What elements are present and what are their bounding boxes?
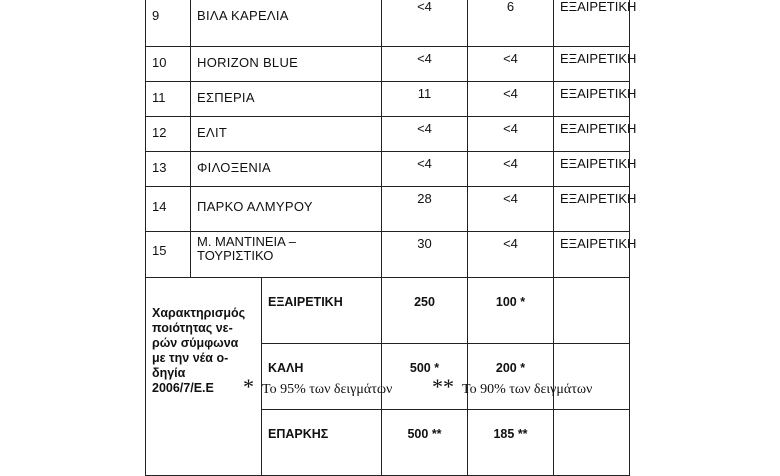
table-row — [146, 187, 630, 232]
value-1: <4 — [382, 47, 468, 82]
location-name — [191, 232, 382, 278]
footnote-marker: ** — [432, 374, 454, 399]
value-2: <4 — [468, 47, 554, 82]
row-number: 9 — [146, 0, 191, 47]
value-2: <4 — [468, 152, 554, 187]
table-row — [146, 152, 630, 187]
value-2: <4 — [468, 232, 554, 278]
location-name-line: Μ. ΜΑΝΤΙΝΕΙΑ – — [197, 234, 296, 249]
quality-rating: ΕΞΑΙΡΕΤΙΚΗ — [554, 0, 630, 47]
value-1: <4 — [382, 0, 468, 47]
table-row — [146, 0, 630, 47]
footnote-text: Το 90% των δειγμάτων — [462, 382, 593, 397]
quality-rating: ΕΞΑΙΡΕΤΙΚΗ — [554, 152, 630, 187]
table-row — [146, 232, 630, 278]
row-number: 14 — [146, 187, 191, 232]
row-number: 13 — [146, 152, 191, 187]
standard-quality: ΕΞΑΙΡΕΤΙΚΗ — [262, 278, 382, 344]
standards-label-line: δηγία — [152, 366, 186, 380]
standard-value-2: 200 * — [468, 344, 554, 410]
standard-quality: ΚΑΛΗ — [262, 344, 382, 410]
standard-value-1: 500 ** — [382, 410, 468, 476]
standard-value-2: 100 * — [468, 278, 554, 344]
value-1: <4 — [382, 152, 468, 187]
quality-rating: ΕΞΑΙΡΕΤΙΚΗ — [554, 117, 630, 152]
standard-value-1: 250 — [382, 278, 468, 344]
value-2: <4 — [468, 117, 554, 152]
location-name: ΕΛΙΤ — [191, 117, 382, 152]
value-2: <4 — [468, 187, 554, 232]
table-row — [146, 117, 630, 152]
row-number: 10 — [146, 47, 191, 82]
value-2: 6 — [468, 0, 554, 47]
quality-rating: ΕΞΑΙΡΕΤΙΚΗ — [554, 82, 630, 117]
location-name: ΦΙΛΟΞΕΝΙΑ — [191, 152, 382, 187]
table-row — [146, 82, 630, 117]
standards-label-line: Χαρακτηρισμός — [152, 306, 246, 320]
location-name: ΠΑΡΚΟ ΑΛΜΥΡΟΥ — [191, 187, 382, 232]
empty-cell — [554, 410, 630, 476]
value-1: 28 — [382, 187, 468, 232]
row-number: 12 — [146, 117, 191, 152]
empty-cell — [554, 278, 630, 344]
quality-rating: ΕΞΑΙΡΕΤΙΚΗ — [554, 47, 630, 82]
row-number: 15 — [146, 232, 191, 278]
standards-label-line: ποιότητας νε- — [152, 321, 233, 335]
footnotes — [0, 374, 780, 410]
standards-label-line: με την νέα ο- — [152, 351, 229, 365]
location-name: HORIZON BLUE — [191, 47, 382, 82]
value-1: <4 — [382, 117, 468, 152]
quality-rating: ΕΞΑΙΡΕΤΙΚΗ — [554, 187, 630, 232]
value-1: 11 — [382, 82, 468, 117]
location-name-line: ΤΟΥΡΙΣΤΙΚΟ — [197, 248, 274, 263]
quality-rating: ΕΞΑΙΡΕΤΙΚΗ — [554, 232, 630, 278]
footnote-marker: * — [243, 374, 254, 399]
value-1: 30 — [382, 232, 468, 278]
table-row — [146, 47, 630, 82]
row-number: 11 — [146, 82, 191, 117]
standards-row — [146, 278, 630, 344]
standards-label-line: ρών σύμφωνα — [152, 336, 239, 350]
location-name: ΕΣΠΕΡΙΑ — [191, 82, 382, 117]
standard-quality: ΕΠΑΡΚΗΣ — [262, 410, 382, 476]
standards-label-line: 2006/7/Ε.Ε — [152, 381, 214, 395]
location-name: ΒΙΛΑ ΚΑΡΕΛΙΑ — [191, 0, 382, 47]
value-2: <4 — [468, 82, 554, 117]
footnote-text: Το 95% των δειγμάτων — [262, 382, 393, 397]
standard-value-2: 185 ** — [468, 410, 554, 476]
standard-value-1: 500 * — [382, 344, 468, 410]
